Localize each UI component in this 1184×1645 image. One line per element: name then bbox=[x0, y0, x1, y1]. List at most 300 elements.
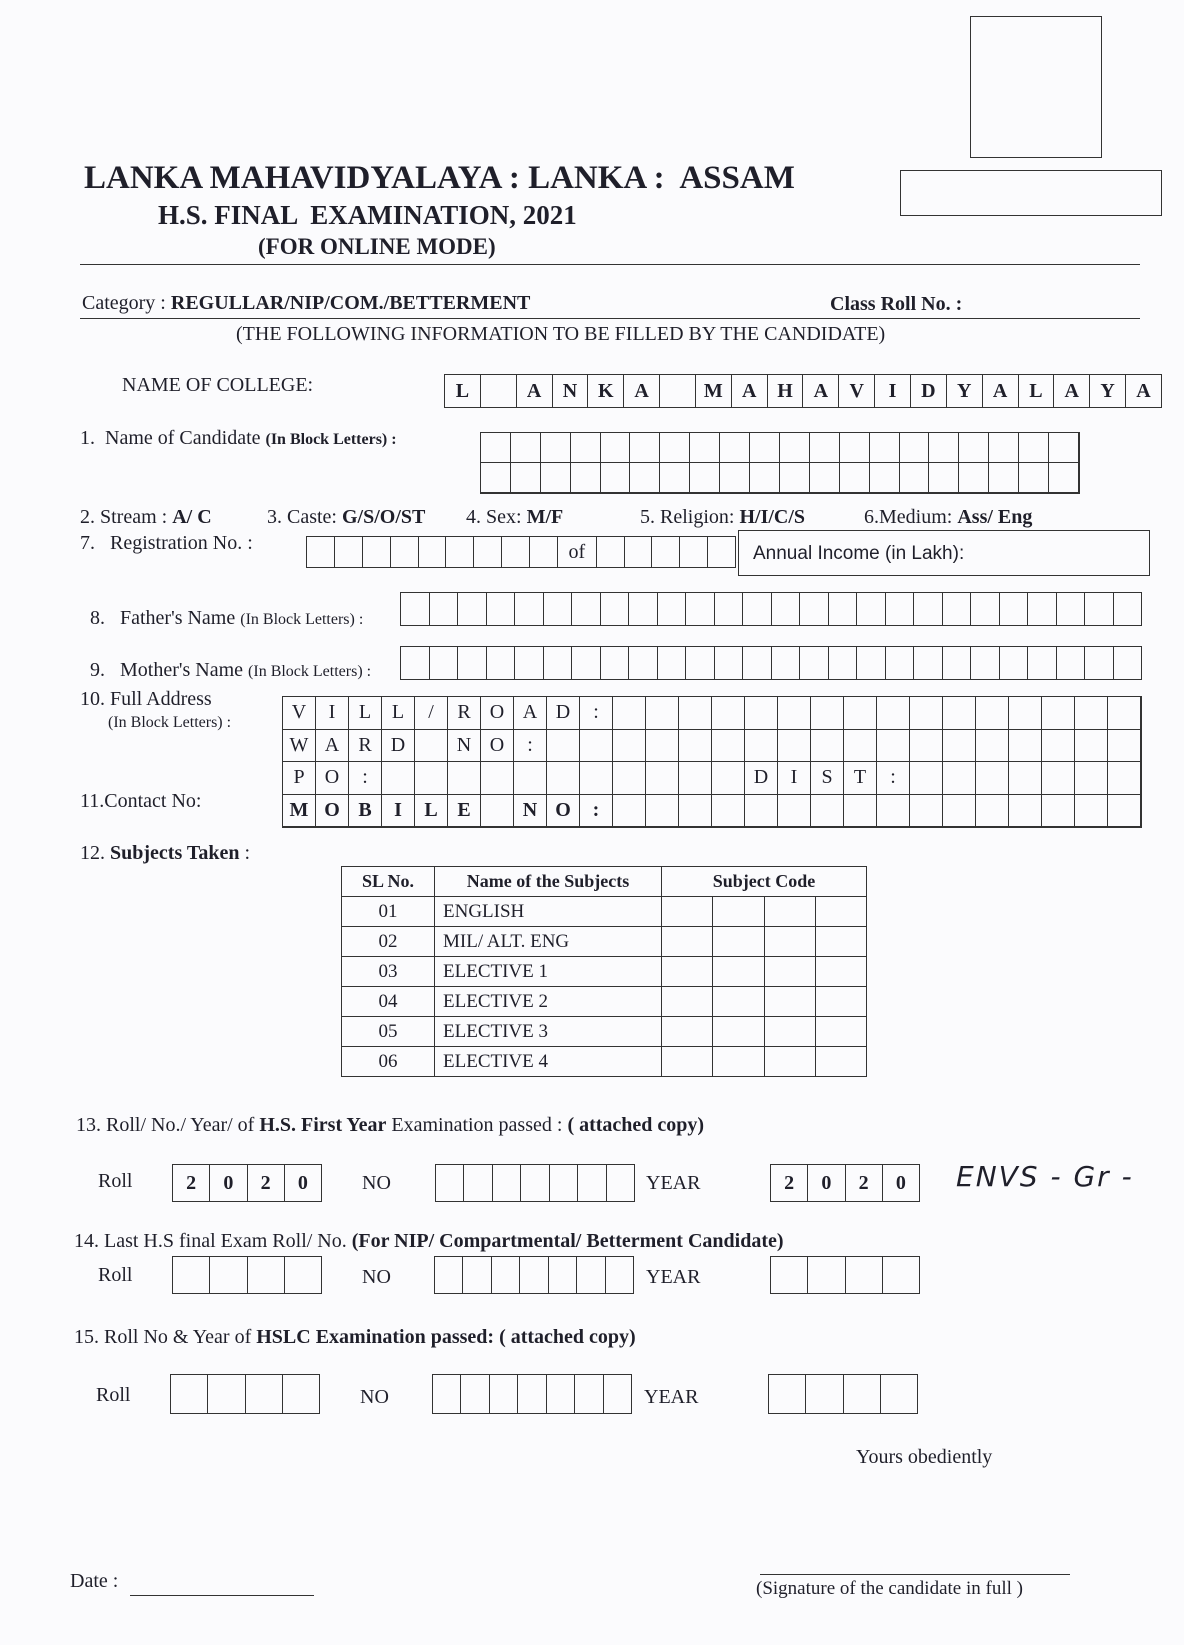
candidate-name-letter-box[interactable] bbox=[571, 433, 601, 463]
address-box[interactable] bbox=[415, 730, 448, 763]
father-name-letter-box[interactable] bbox=[600, 593, 629, 625]
address-box[interactable] bbox=[910, 730, 943, 763]
subject-code-box[interactable] bbox=[764, 1017, 815, 1047]
date-line[interactable] bbox=[130, 1595, 314, 1596]
mother-name-letter-box[interactable] bbox=[571, 647, 600, 679]
address-contact-grid[interactable] bbox=[282, 696, 1142, 828]
address-box[interactable] bbox=[877, 697, 910, 730]
q15-year-boxes[interactable] bbox=[768, 1374, 918, 1414]
father-name-letter-box[interactable] bbox=[685, 593, 714, 625]
address-box[interactable] bbox=[712, 730, 745, 763]
q13-roll-digit-box[interactable]: 0 bbox=[284, 1165, 321, 1201]
mother-name-letter-box[interactable] bbox=[401, 647, 429, 679]
subject-code-box[interactable] bbox=[815, 957, 866, 987]
address-box[interactable] bbox=[811, 730, 844, 763]
mother-name-letter-box[interactable] bbox=[885, 647, 914, 679]
father-name-letter-box[interactable] bbox=[999, 593, 1028, 625]
registration-boxes[interactable] bbox=[306, 536, 736, 568]
father-name-letter-box[interactable] bbox=[799, 593, 828, 625]
candidate-name-letter-box[interactable] bbox=[1049, 463, 1079, 493]
college-letter-box[interactable]: Y bbox=[1089, 375, 1125, 407]
candidate-name-letter-box[interactable] bbox=[601, 463, 631, 493]
father-name-letter-box[interactable] bbox=[429, 593, 458, 625]
father-name-letter-box[interactable] bbox=[514, 593, 543, 625]
mother-name-letter-box[interactable] bbox=[828, 647, 857, 679]
father-name-letter-box[interactable] bbox=[742, 593, 771, 625]
father-name-letter-box[interactable] bbox=[486, 593, 515, 625]
address-box[interactable] bbox=[481, 762, 514, 795]
mother-name-letter-box[interactable] bbox=[1027, 647, 1056, 679]
q15-year-digit-box[interactable] bbox=[843, 1375, 880, 1413]
college-letter-box[interactable]: A bbox=[516, 375, 552, 407]
subject-code-box[interactable] bbox=[662, 927, 713, 957]
contact-box[interactable] bbox=[910, 795, 943, 828]
mother-name-letter-box[interactable] bbox=[742, 647, 771, 679]
registration-box[interactable] bbox=[334, 537, 362, 567]
mother-name-letter-box[interactable] bbox=[856, 647, 885, 679]
address-box[interactable]: O bbox=[481, 730, 514, 763]
photo-box[interactable] bbox=[970, 16, 1102, 158]
address-box[interactable]: I bbox=[316, 697, 349, 730]
q14-no-digit-box[interactable] bbox=[462, 1257, 490, 1293]
subject-code-box[interactable] bbox=[764, 927, 815, 957]
q15-roll-digit-box[interactable] bbox=[171, 1375, 207, 1413]
registration-box[interactable] bbox=[596, 537, 624, 567]
mother-name-letter-box[interactable] bbox=[657, 647, 686, 679]
mother-name-letter-box[interactable] bbox=[999, 647, 1028, 679]
father-name-letter-box[interactable] bbox=[543, 593, 572, 625]
candidate-name-letter-box[interactable] bbox=[929, 463, 959, 493]
subject-code-box[interactable] bbox=[662, 1047, 713, 1077]
subject-code-box[interactable] bbox=[764, 897, 815, 927]
contact-box[interactable]: N bbox=[514, 795, 547, 828]
registration-box[interactable] bbox=[445, 537, 473, 567]
contact-box[interactable] bbox=[877, 795, 910, 828]
q13-year-boxes[interactable] bbox=[770, 1164, 920, 1202]
q14-roll-digit-box[interactable] bbox=[247, 1257, 284, 1293]
contact-box[interactable] bbox=[1108, 795, 1141, 828]
contact-box[interactable] bbox=[1009, 795, 1042, 828]
subject-code-box[interactable] bbox=[815, 987, 866, 1017]
address-box[interactable] bbox=[1075, 730, 1108, 763]
candidate-name-letter-box[interactable] bbox=[541, 463, 571, 493]
address-box[interactable]: T bbox=[844, 762, 877, 795]
address-box[interactable] bbox=[679, 697, 712, 730]
address-box[interactable] bbox=[976, 697, 1009, 730]
candidate-name-letter-box[interactable] bbox=[959, 463, 989, 493]
q14-roll-boxes[interactable] bbox=[172, 1256, 322, 1294]
contact-box[interactable] bbox=[811, 795, 844, 828]
address-box[interactable] bbox=[1009, 730, 1042, 763]
q13-no-digit-box[interactable] bbox=[577, 1165, 605, 1201]
address-box[interactable] bbox=[844, 697, 877, 730]
candidate-name-letter-box[interactable] bbox=[870, 463, 900, 493]
annual-income-box[interactable] bbox=[738, 530, 1150, 576]
candidate-name-letter-box[interactable] bbox=[900, 463, 930, 493]
q15-roll-digit-box[interactable] bbox=[282, 1375, 319, 1413]
subject-code-box[interactable] bbox=[815, 1017, 866, 1047]
address-box[interactable] bbox=[712, 697, 745, 730]
college-letter-box[interactable]: D bbox=[910, 375, 946, 407]
contact-box[interactable] bbox=[1075, 795, 1108, 828]
address-box[interactable] bbox=[415, 762, 448, 795]
father-name-letter-box[interactable] bbox=[828, 593, 857, 625]
q13-roll-digit-box[interactable]: 0 bbox=[209, 1165, 246, 1201]
address-box[interactable] bbox=[646, 697, 679, 730]
address-box[interactable] bbox=[1108, 697, 1141, 730]
address-box[interactable] bbox=[1042, 762, 1075, 795]
address-box[interactable]: L bbox=[382, 697, 415, 730]
college-letter-box[interactable] bbox=[480, 375, 516, 407]
registration-box[interactable] bbox=[418, 537, 446, 567]
mother-name-letter-box[interactable] bbox=[628, 647, 657, 679]
mother-name-letter-box[interactable] bbox=[714, 647, 743, 679]
candidate-name-boxes[interactable] bbox=[480, 432, 1080, 494]
q13-roll-digit-box[interactable]: 2 bbox=[247, 1165, 284, 1201]
address-box[interactable] bbox=[1009, 697, 1042, 730]
father-name-letter-box[interactable] bbox=[401, 593, 429, 625]
candidate-name-letter-box[interactable] bbox=[959, 433, 989, 463]
address-box[interactable] bbox=[613, 697, 646, 730]
subject-code-box[interactable] bbox=[764, 987, 815, 1017]
q14-roll-digit-box[interactable] bbox=[173, 1257, 209, 1293]
address-box[interactable] bbox=[1042, 730, 1075, 763]
q14-no-boxes[interactable] bbox=[434, 1256, 634, 1294]
candidate-name-letter-box[interactable] bbox=[601, 433, 631, 463]
q13-no-digit-box[interactable] bbox=[436, 1165, 463, 1201]
q13-no-digit-box[interactable] bbox=[492, 1165, 520, 1201]
registration-box[interactable] bbox=[307, 537, 334, 567]
mother-name-letter-box[interactable] bbox=[429, 647, 458, 679]
address-box[interactable]: R bbox=[448, 697, 481, 730]
mother-name-letter-box[interactable] bbox=[799, 647, 828, 679]
college-letter-box[interactable]: V bbox=[838, 375, 874, 407]
college-letter-box[interactable]: I bbox=[874, 375, 910, 407]
address-box[interactable] bbox=[382, 762, 415, 795]
candidate-name-letter-box[interactable] bbox=[989, 433, 1019, 463]
father-name-letter-box[interactable] bbox=[856, 593, 885, 625]
contact-box[interactable] bbox=[745, 795, 778, 828]
subject-code-box[interactable] bbox=[764, 957, 815, 987]
college-letter-box[interactable]: A bbox=[1125, 375, 1161, 407]
subject-code-box[interactable] bbox=[764, 1047, 815, 1077]
candidate-name-letter-box[interactable] bbox=[929, 433, 959, 463]
q14-year-digit-box[interactable] bbox=[882, 1257, 919, 1293]
contact-box[interactable]: M bbox=[283, 795, 316, 828]
contact-box[interactable] bbox=[712, 795, 745, 828]
q14-year-digit-box[interactable] bbox=[771, 1257, 807, 1293]
address-box[interactable] bbox=[1075, 697, 1108, 730]
address-box[interactable] bbox=[547, 730, 580, 763]
address-box[interactable] bbox=[745, 730, 778, 763]
candidate-name-letter-box[interactable] bbox=[511, 433, 541, 463]
address-box[interactable]: R bbox=[349, 730, 382, 763]
q14-year-boxes[interactable] bbox=[770, 1256, 920, 1294]
address-box[interactable] bbox=[514, 762, 547, 795]
mother-name-letter-box[interactable] bbox=[771, 647, 800, 679]
candidate-name-letter-box[interactable] bbox=[1019, 463, 1049, 493]
father-name-boxes[interactable] bbox=[400, 592, 1142, 626]
address-box[interactable]: D bbox=[382, 730, 415, 763]
registration-box[interactable] bbox=[679, 537, 707, 567]
address-box[interactable] bbox=[910, 697, 943, 730]
address-box[interactable]: A bbox=[514, 697, 547, 730]
father-name-letter-box[interactable] bbox=[457, 593, 486, 625]
mother-name-letter-box[interactable] bbox=[514, 647, 543, 679]
subject-code-box[interactable] bbox=[713, 1047, 764, 1077]
address-box[interactable] bbox=[712, 762, 745, 795]
contact-box[interactable] bbox=[778, 795, 811, 828]
college-letter-box[interactable]: A bbox=[1053, 375, 1089, 407]
contact-box[interactable]: O bbox=[547, 795, 580, 828]
q13-no-digit-box[interactable] bbox=[520, 1165, 548, 1201]
address-box[interactable] bbox=[778, 730, 811, 763]
address-box[interactable]: L bbox=[349, 697, 382, 730]
address-box[interactable]: D bbox=[745, 762, 778, 795]
address-box[interactable] bbox=[646, 762, 679, 795]
registration-box[interactable] bbox=[707, 537, 735, 567]
subject-code-box[interactable] bbox=[815, 927, 866, 957]
q13-no-digit-box[interactable] bbox=[463, 1165, 491, 1201]
address-box[interactable] bbox=[580, 730, 613, 763]
candidate-name-letter-box[interactable] bbox=[810, 463, 840, 493]
address-box[interactable] bbox=[1009, 762, 1042, 795]
mother-name-letter-box[interactable] bbox=[942, 647, 971, 679]
college-letter-box[interactable]: A bbox=[623, 375, 659, 407]
contact-box[interactable] bbox=[613, 795, 646, 828]
address-box[interactable]: / bbox=[415, 697, 448, 730]
mother-name-letter-box[interactable] bbox=[486, 647, 515, 679]
registration-box[interactable] bbox=[473, 537, 501, 567]
candidate-name-letter-box[interactable] bbox=[1049, 433, 1079, 463]
contact-box[interactable] bbox=[1042, 795, 1075, 828]
q15-no-boxes[interactable] bbox=[432, 1374, 632, 1414]
candidate-name-letter-box[interactable] bbox=[541, 433, 571, 463]
q15-no-digit-box[interactable] bbox=[603, 1375, 631, 1413]
q15-no-digit-box[interactable] bbox=[546, 1375, 574, 1413]
candidate-name-letter-box[interactable] bbox=[481, 463, 511, 493]
father-name-letter-box[interactable] bbox=[885, 593, 914, 625]
mother-name-letter-box[interactable] bbox=[913, 647, 942, 679]
registration-box[interactable] bbox=[501, 537, 529, 567]
father-name-letter-box[interactable] bbox=[628, 593, 657, 625]
contact-box[interactable]: : bbox=[580, 795, 613, 828]
contact-box[interactable] bbox=[943, 795, 976, 828]
college-letter-box[interactable]: Y bbox=[946, 375, 982, 407]
college-letter-box[interactable]: K bbox=[587, 375, 623, 407]
address-box[interactable] bbox=[547, 762, 580, 795]
college-letter-box[interactable]: A bbox=[982, 375, 1018, 407]
mother-name-letter-box[interactable] bbox=[543, 647, 572, 679]
q14-roll-digit-box[interactable] bbox=[284, 1257, 321, 1293]
candidate-name-letter-box[interactable] bbox=[720, 433, 750, 463]
address-box[interactable] bbox=[943, 697, 976, 730]
candidate-name-letter-box[interactable] bbox=[870, 433, 900, 463]
subject-code-box[interactable] bbox=[713, 1017, 764, 1047]
candidate-name-letter-box[interactable] bbox=[630, 433, 660, 463]
q15-no-digit-box[interactable] bbox=[433, 1375, 460, 1413]
mother-name-letter-box[interactable] bbox=[1084, 647, 1113, 679]
q15-year-digit-box[interactable] bbox=[805, 1375, 842, 1413]
address-box[interactable] bbox=[943, 730, 976, 763]
mother-name-letter-box[interactable] bbox=[1113, 647, 1142, 679]
registration-box[interactable] bbox=[390, 537, 418, 567]
q13-no-digit-box[interactable] bbox=[606, 1165, 634, 1201]
address-box[interactable]: W bbox=[283, 730, 316, 763]
subject-code-box[interactable] bbox=[662, 897, 713, 927]
q14-no-digit-box[interactable] bbox=[519, 1257, 547, 1293]
address-box[interactable] bbox=[745, 697, 778, 730]
candidate-name-letter-box[interactable] bbox=[660, 463, 690, 493]
q15-roll-boxes[interactable] bbox=[170, 1374, 320, 1414]
candidate-name-letter-box[interactable] bbox=[511, 463, 541, 493]
candidate-name-letter-box[interactable] bbox=[660, 433, 690, 463]
q13-roll-digit-box[interactable]: 2 bbox=[186, 1171, 197, 1194]
registration-box[interactable] bbox=[362, 537, 390, 567]
contact-box[interactable]: E bbox=[448, 795, 481, 828]
q15-no-digit-box[interactable] bbox=[574, 1375, 602, 1413]
candidate-name-letter-box[interactable] bbox=[750, 433, 780, 463]
q13-no-boxes[interactable] bbox=[435, 1164, 635, 1202]
address-box[interactable] bbox=[613, 730, 646, 763]
subject-code-box[interactable] bbox=[662, 987, 713, 1017]
address-box[interactable] bbox=[844, 730, 877, 763]
address-box[interactable] bbox=[448, 762, 481, 795]
address-box[interactable]: P bbox=[283, 762, 316, 795]
q15-no-digit-box[interactable] bbox=[517, 1375, 545, 1413]
address-box[interactable]: : bbox=[580, 697, 613, 730]
father-name-letter-box[interactable] bbox=[1113, 593, 1142, 625]
registration-box[interactable] bbox=[651, 537, 679, 567]
q15-year-digit-box[interactable] bbox=[769, 1375, 805, 1413]
form-number-box[interactable] bbox=[900, 170, 1162, 216]
q14-no-digit-box[interactable] bbox=[548, 1257, 576, 1293]
q14-no-digit-box[interactable] bbox=[605, 1257, 633, 1293]
candidate-name-letter-box[interactable] bbox=[810, 433, 840, 463]
address-box[interactable] bbox=[877, 730, 910, 763]
college-letter-box[interactable]: A bbox=[802, 375, 838, 407]
candidate-name-letter-box[interactable] bbox=[690, 433, 720, 463]
address-box[interactable] bbox=[613, 762, 646, 795]
address-box[interactable]: V bbox=[283, 697, 316, 730]
address-box[interactable] bbox=[679, 762, 712, 795]
address-box[interactable] bbox=[1108, 762, 1141, 795]
candidate-name-letter-box[interactable] bbox=[989, 463, 1019, 493]
father-name-letter-box[interactable] bbox=[1084, 593, 1113, 625]
address-box[interactable] bbox=[679, 730, 712, 763]
q14-roll-digit-box[interactable] bbox=[209, 1257, 246, 1293]
address-box[interactable] bbox=[1042, 697, 1075, 730]
mother-name-letter-box[interactable] bbox=[457, 647, 486, 679]
contact-box[interactable]: O bbox=[316, 795, 349, 828]
q15-no-digit-box[interactable] bbox=[489, 1375, 517, 1413]
subject-code-box[interactable] bbox=[815, 1047, 866, 1077]
address-box[interactable]: N bbox=[448, 730, 481, 763]
father-name-letter-box[interactable] bbox=[714, 593, 743, 625]
candidate-name-letter-box[interactable] bbox=[1019, 433, 1049, 463]
subject-code-box[interactable] bbox=[713, 987, 764, 1017]
address-box[interactable]: O bbox=[316, 762, 349, 795]
subject-code-box[interactable] bbox=[662, 1017, 713, 1047]
q15-roll-digit-box[interactable] bbox=[207, 1375, 244, 1413]
q15-roll-digit-box[interactable] bbox=[245, 1375, 282, 1413]
candidate-name-letter-box[interactable] bbox=[840, 463, 870, 493]
candidate-name-letter-box[interactable] bbox=[780, 463, 810, 493]
candidate-name-letter-box[interactable] bbox=[481, 433, 511, 463]
address-box[interactable]: S bbox=[811, 762, 844, 795]
address-box[interactable] bbox=[910, 762, 943, 795]
candidate-name-letter-box[interactable] bbox=[750, 463, 780, 493]
candidate-name-letter-box[interactable] bbox=[630, 463, 660, 493]
subject-code-box[interactable] bbox=[815, 897, 866, 927]
address-box[interactable] bbox=[580, 762, 613, 795]
father-name-letter-box[interactable] bbox=[913, 593, 942, 625]
subject-code-box[interactable] bbox=[662, 957, 713, 987]
address-box[interactable] bbox=[778, 697, 811, 730]
father-name-letter-box[interactable] bbox=[571, 593, 600, 625]
college-letter-box[interactable]: L bbox=[1018, 375, 1054, 407]
contact-box[interactable] bbox=[481, 795, 514, 828]
address-box[interactable]: D bbox=[547, 697, 580, 730]
father-name-letter-box[interactable] bbox=[1056, 593, 1085, 625]
father-name-letter-box[interactable] bbox=[1027, 593, 1056, 625]
address-box[interactable] bbox=[1075, 762, 1108, 795]
candidate-name-letter-box[interactable] bbox=[900, 433, 930, 463]
address-box[interactable] bbox=[646, 730, 679, 763]
address-box[interactable]: : bbox=[877, 762, 910, 795]
q13-year-digit-box[interactable]: 2 bbox=[845, 1165, 882, 1201]
mother-name-boxes[interactable] bbox=[400, 646, 1142, 680]
q13-year-digit-box[interactable]: 0 bbox=[882, 1165, 919, 1201]
registration-box[interactable] bbox=[624, 537, 652, 567]
college-letter-box[interactable] bbox=[659, 375, 695, 407]
q13-year-digit-box[interactable]: 2 bbox=[784, 1171, 795, 1194]
father-name-letter-box[interactable] bbox=[771, 593, 800, 625]
address-box[interactable]: A bbox=[316, 730, 349, 763]
mother-name-letter-box[interactable] bbox=[685, 647, 714, 679]
q15-no-digit-box[interactable] bbox=[460, 1375, 488, 1413]
q13-roll-boxes[interactable] bbox=[172, 1164, 322, 1202]
q14-no-digit-box[interactable] bbox=[491, 1257, 519, 1293]
q13-year-digit-box[interactable]: 0 bbox=[807, 1165, 844, 1201]
contact-box[interactable]: L bbox=[415, 795, 448, 828]
father-name-letter-box[interactable] bbox=[942, 593, 971, 625]
contact-box[interactable] bbox=[646, 795, 679, 828]
college-letter-box[interactable]: N bbox=[552, 375, 588, 407]
mother-name-letter-box[interactable] bbox=[1056, 647, 1085, 679]
subject-code-box[interactable] bbox=[713, 927, 764, 957]
contact-box[interactable] bbox=[679, 795, 712, 828]
address-box[interactable]: : bbox=[349, 762, 382, 795]
address-box[interactable]: O bbox=[481, 697, 514, 730]
father-name-letter-box[interactable] bbox=[970, 593, 999, 625]
college-letter-box[interactable]: H bbox=[767, 375, 803, 407]
candidate-name-letter-box[interactable] bbox=[720, 463, 750, 493]
q15-year-digit-box[interactable] bbox=[880, 1375, 917, 1413]
mother-name-letter-box[interactable] bbox=[970, 647, 999, 679]
address-box[interactable]: : bbox=[514, 730, 547, 763]
address-box[interactable] bbox=[1108, 730, 1141, 763]
contact-box[interactable]: I bbox=[382, 795, 415, 828]
college-letter-box[interactable]: A bbox=[731, 375, 767, 407]
subject-code-box[interactable] bbox=[713, 957, 764, 987]
candidate-name-letter-box[interactable] bbox=[840, 433, 870, 463]
registration-box[interactable] bbox=[529, 537, 557, 567]
q14-no-digit-box[interactable] bbox=[576, 1257, 604, 1293]
contact-box[interactable] bbox=[844, 795, 877, 828]
address-box[interactable] bbox=[811, 697, 844, 730]
candidate-name-letter-box[interactable] bbox=[690, 463, 720, 493]
